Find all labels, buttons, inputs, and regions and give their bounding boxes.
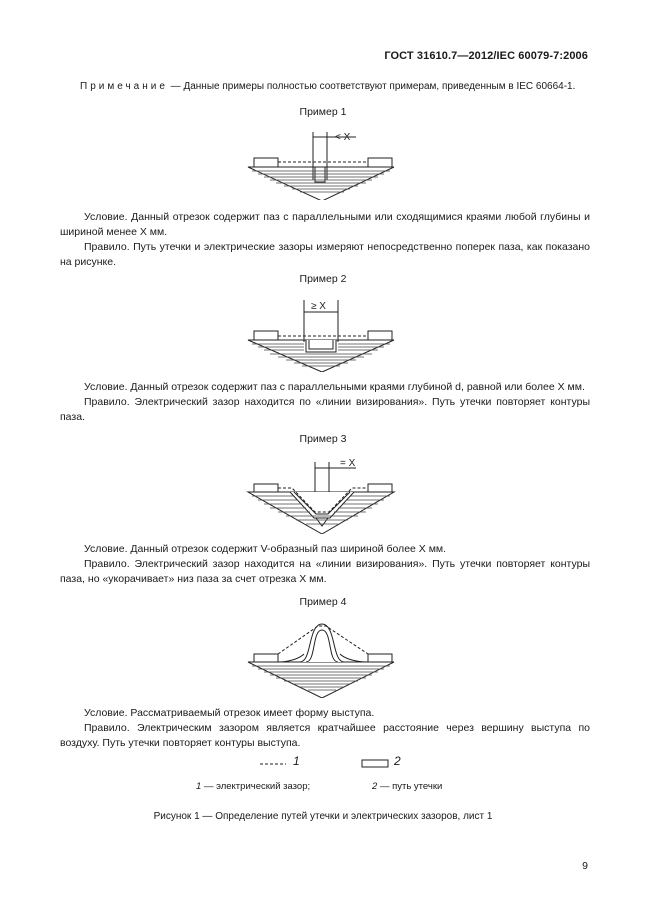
note (80, 81, 600, 92)
example-1-rule: Правило. Путь утечки и электрические зазоры измеряют непосредственно поперек паза, как показано на рисунке. (60, 241, 590, 268)
figure-caption: Рисунок 1 — Определение путей утечки и электрических зазоров, лист 1 (153, 811, 493, 822)
rectangle-icon (362, 760, 388, 767)
example-3-rule: Правило. Электрический зазор находится на «линии визирования». Путь утечки повторяет контуры паза, но «укорачивает» низ паза за счет отрезка X мм. (60, 558, 590, 585)
example-4-rule: Правило. Электрическим зазором является кратчайшее расстояние через вершину выступа по воздуху. Путь утечки повторяет контуры выступа. (60, 722, 590, 749)
example-1-condition: Условие. Данный отрезок содержит паз с параллельными или сходящимися краями любой глубины и шириной менее X мм. (60, 211, 590, 238)
example-4-title: Пример 4 (299, 596, 347, 608)
example-3-figure (0, 452, 646, 534)
example-3-title: Пример 3 (299, 433, 347, 445)
legend-number-1: 1 (293, 754, 300, 768)
example-2-figure (0, 292, 646, 372)
document-header: ГОСТ 31610.7—2012/IEC 60079-7:2006 (384, 50, 588, 62)
example-4-figure (0, 614, 646, 698)
example-2-dim-label: ≥ X (311, 301, 326, 312)
example-1-text (60, 210, 590, 270)
note-text: — Данные примеры полностью соответствуют примерам, приведенным в IEC 60664-1. (170, 81, 576, 92)
example-1-title: Пример 1 (299, 106, 347, 118)
example-3-dim-label: = X (340, 458, 356, 469)
example-3-condition: Условие. Данный отрезок содержит V-образный паз шириной более X мм. (84, 543, 447, 555)
example-4-text (60, 706, 590, 751)
example-2-condition: Условие. Данный отрезок содержит паз с параллельными краями глубиной d, равной или более X мм. (84, 381, 585, 393)
legend-item-2: 2 — путь утечки (372, 781, 443, 792)
example-3-text (60, 542, 590, 587)
example-2-title: Пример 2 (299, 273, 347, 285)
example-2-text (60, 380, 590, 425)
legend-number-2: 2 (394, 754, 401, 768)
page-number: 9 (582, 860, 588, 872)
example-4-condition: Условие. Рассматриваемый отрезок имеет форму выступа. (84, 707, 375, 719)
example-2-rule: Правило. Электрический зазор находится по «линии визирования». Путь утечки повторяет контуры паза. (60, 396, 590, 423)
legend-item-1: 1 — электрический зазор; (196, 781, 311, 792)
example-1-dim-label: < X (335, 132, 351, 143)
note-label: Примечание (80, 81, 168, 92)
legend-item-1-text: — электрический зазор; (203, 781, 311, 792)
legend-item-2-text: — путь утечки (379, 781, 443, 792)
example-1-figure (0, 125, 646, 200)
legend-symbols (0, 752, 646, 774)
